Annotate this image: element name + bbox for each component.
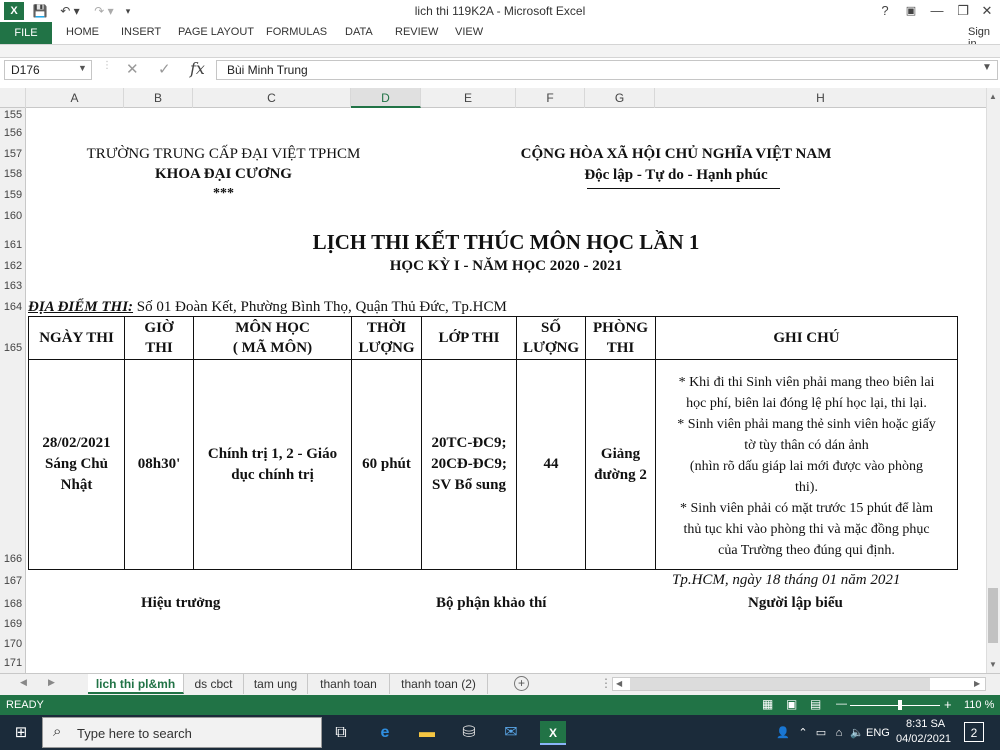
row-header[interactable]: 159 (3, 189, 23, 201)
column-header-a[interactable]: A (26, 88, 124, 108)
horizontal-scroll-thumb[interactable] (630, 678, 930, 690)
tab-file[interactable]: FILE (0, 22, 52, 44)
cell-date[interactable]: 28/02/2021 Sáng Chủ Nhật (29, 360, 125, 570)
tab-split-icon[interactable]: ⋮ (600, 676, 612, 690)
faculty-name: KHOA ĐẠI CƯƠNG (155, 166, 292, 182)
normal-view-icon[interactable]: ▦ (762, 697, 774, 711)
volume-icon[interactable]: 🔈 (850, 727, 864, 739)
page-layout-view-icon[interactable]: ▣ (786, 697, 798, 711)
row-header[interactable]: 155 (3, 109, 23, 121)
help-button[interactable]: ? (881, 3, 889, 18)
title-bar (0, 0, 1000, 22)
tab-insert[interactable]: INSERT (121, 26, 162, 38)
cell-class[interactable]: 20TC-ĐC9; 20CĐ-ĐC9; SV Bổ sung (422, 360, 517, 570)
excel-taskbar-icon[interactable]: X (540, 721, 566, 745)
cell-count[interactable]: 44 (517, 360, 586, 570)
edge-icon[interactable]: e (380, 724, 390, 741)
row-header[interactable]: 156 (3, 127, 23, 139)
sign-in-link[interactable]: Sign (968, 26, 991, 38)
row-header[interactable]: 157 (3, 148, 23, 160)
zoom-level[interactable]: 110 % (964, 699, 995, 711)
row-header[interactable]: 170 (3, 638, 23, 650)
column-headers (0, 88, 986, 108)
notification-count: 2 (970, 726, 978, 740)
scroll-down-icon[interactable]: ▼ (989, 660, 997, 669)
row-header[interactable]: 162 (3, 260, 23, 272)
signature-exam-office: Bộ phận khảo thí (436, 595, 547, 611)
sheet-tab-tam-ung[interactable]: tam ung (244, 674, 308, 694)
row-header[interactable]: 167 (3, 575, 23, 587)
motto-underline (587, 188, 780, 189)
cell-subject[interactable]: Chính trị 1, 2 - Giáo dục chính trị (194, 360, 352, 570)
search-icon: ⌕ (53, 723, 62, 740)
cell-time[interactable]: 08h30' (125, 360, 194, 570)
ribbon-tabs (0, 22, 1000, 44)
close-button[interactable]: ✕ (981, 3, 993, 18)
excel-logo-icon: X (4, 2, 24, 20)
name-box[interactable]: D176 (4, 60, 92, 80)
header-date: NGÀY THI (29, 317, 125, 360)
motto: Độc lập - Tự do - Hạnh phúc (584, 167, 768, 183)
worksheet[interactable] (26, 108, 986, 673)
expand-formula-icon[interactable]: ▼ (982, 62, 992, 73)
school-name: TRƯỜNG TRUNG CẤP ĐẠI VIỆT TPHCM (86, 146, 361, 162)
clock-date[interactable]: 04/02/2021 (896, 733, 952, 745)
ribbon-display-icon[interactable]: ▣ (905, 5, 917, 17)
header-room: PHÒNG THI (586, 317, 656, 360)
row-header[interactable]: 158 (3, 168, 23, 180)
tab-scroll-right-icon[interactable]: ▶ (48, 677, 55, 687)
cell-duration[interactable]: 60 phút (352, 360, 422, 570)
location-line (28, 299, 507, 316)
people-icon[interactable]: 👤 (776, 727, 790, 739)
minimize-button[interactable]: — (930, 3, 944, 18)
location-label: ĐỊA ĐIỂM THI: (28, 299, 134, 315)
add-sheet-icon[interactable]: + (514, 676, 529, 691)
file-explorer-icon[interactable]: ▬ (419, 724, 435, 741)
location-value: Số 01 Đoàn Kết, Phường Bình Thọ, Quận Thủ Đức, Tp.HCM (133, 299, 507, 315)
mail-icon[interactable]: ✉ (504, 724, 518, 741)
table-row (29, 360, 958, 570)
customize-toolbar-icon[interactable]: ▾ (125, 5, 131, 16)
row-header[interactable]: 160 (3, 210, 23, 222)
zoom-slider[interactable] (850, 705, 940, 706)
status-mode: READY (6, 699, 44, 711)
save-icon[interactable]: 💾 (32, 4, 48, 18)
row-header[interactable]: 168 (3, 598, 23, 610)
select-all-corner[interactable] (0, 88, 26, 108)
row-header[interactable]: 161 (3, 239, 23, 251)
sheet-tab-lich-thi[interactable]: lich thi pl&mh (88, 674, 184, 694)
tab-home[interactable]: HOME (66, 26, 99, 38)
row-header[interactable]: 171 (3, 657, 23, 669)
clock-time[interactable]: 8:31 SA (906, 718, 946, 730)
column-header-c[interactable]: C (193, 88, 351, 108)
republic-heading: CỘNG HÒA XÃ HỘI CHỦ NGHĨA VIỆT NAM (520, 146, 832, 162)
more-icon: ⋮ (102, 60, 112, 71)
header-duration: THỜI LƯỢNG (352, 317, 422, 360)
zoom-in-icon[interactable]: + (944, 697, 952, 712)
tab-data[interactable]: DATA (345, 26, 373, 38)
enter-icon[interactable]: ✓ (158, 61, 171, 78)
column-header-d[interactable]: D (351, 88, 421, 108)
row-header[interactable]: 163 (3, 280, 23, 292)
vertical-scrollbar[interactable] (986, 88, 1000, 673)
scroll-up-icon[interactable]: ▲ (989, 92, 997, 101)
restore-button[interactable]: ❐ (957, 3, 969, 18)
language-indicator[interactable]: ENG (866, 727, 890, 739)
tab-formulas[interactable]: FORMULAS (266, 26, 328, 38)
store-icon[interactable]: ⛁ (462, 724, 476, 741)
insert-function-icon[interactable]: fx (190, 59, 205, 78)
redo-icon[interactable]: ↷ ▾ (94, 4, 114, 18)
exam-schedule-table (28, 316, 958, 570)
windows-start-icon[interactable]: ⊞ (14, 724, 28, 741)
header-notes: GHI CHÚ (656, 317, 958, 360)
row-header[interactable]: 165 (3, 342, 23, 354)
tab-scroll-left-icon[interactable]: ◀ (20, 677, 27, 687)
header-subject: MÔN HỌC ( MÃ MÔN) (194, 317, 352, 360)
cell-notes[interactable]: * Khi đi thi Sinh viên phải mang theo biên lai học phí, biên lai đóng lệ phí học lại, thi lại. * Sinh viên phải mang thẻ sinh viên hoặc giấy tờ tùy thân có dán ảnh (nhìn rõ dấu giáp lai mới được vào phòng thi). * Sinh viên phải có mặt trước 15 phút để làm thủ tục khi vào phòng thi và mặc đồng phục của Trường theo đúng qui định. (656, 360, 958, 570)
header-class: LỚP THI (422, 317, 517, 360)
network-icon[interactable]: ⌂ (835, 727, 843, 739)
taskbar-search[interactable] (42, 717, 322, 748)
vertical-scroll-thumb[interactable] (988, 588, 998, 643)
ribbon-collapsed-area (0, 45, 1000, 58)
column-header-b[interactable]: B (124, 88, 193, 108)
row-header[interactable]: 166 (3, 553, 23, 565)
task-view-icon[interactable]: ⧉ (335, 724, 347, 741)
battery-icon[interactable]: ▭ (815, 727, 827, 739)
tab-view[interactable]: VIEW (455, 26, 484, 38)
zoom-slider-thumb[interactable] (898, 700, 902, 710)
sheet-tab-ds-cbct[interactable]: ds cbct (184, 674, 244, 694)
table-header-row (29, 317, 958, 360)
undo-icon[interactable]: ↶ ▾ (60, 4, 80, 18)
sheet-tab-thanh-toan-2[interactable]: thanh toan (2) (390, 674, 488, 694)
row-header[interactable]: 169 (3, 618, 23, 630)
cell-room[interactable]: Giảng đường 2 (586, 360, 656, 570)
column-header-e[interactable]: E (421, 88, 516, 108)
zoom-out-icon[interactable]: — (836, 698, 847, 710)
scroll-left-icon[interactable]: ◀ (616, 679, 623, 688)
column-header-f[interactable]: F (516, 88, 585, 108)
exam-title: LỊCH THI KẾT THÚC MÔN HỌC LẦN 1 (312, 230, 700, 254)
date-line: Tp.HCM, ngày 18 tháng 01 năm 2021 (672, 572, 901, 588)
column-header-g[interactable]: G (585, 88, 655, 108)
tray-overflow-icon[interactable]: ⌃ (798, 727, 808, 739)
column-header-h[interactable]: H (816, 91, 825, 105)
page-break-view-icon[interactable]: ▤ (810, 697, 822, 711)
notification-icon[interactable] (964, 722, 984, 742)
cancel-icon[interactable]: ✕ (126, 61, 139, 78)
tab-page-layout[interactable]: PAGE LAYOUT (178, 26, 255, 38)
search-placeholder: Type here to search (77, 726, 192, 741)
tab-review[interactable]: REVIEW (395, 26, 439, 38)
scroll-right-icon[interactable]: ▶ (974, 679, 981, 688)
header-time: GIỜ THI (125, 317, 194, 360)
signature-schedule-maker: Người lập biểu (748, 595, 843, 611)
stars-divider: *** (213, 186, 234, 201)
formula-input[interactable]: Bùi Minh Trung (216, 60, 998, 80)
header-count: SỐ LƯỢNG (517, 317, 586, 360)
row-headers (0, 108, 26, 673)
signature-principal: Hiệu trưởng (141, 595, 221, 611)
exam-subtitle: HỌC KỲ I - NĂM HỌC 2020 - 2021 (389, 258, 623, 274)
row-header[interactable]: 164 (3, 301, 23, 313)
chevron-down-icon[interactable]: ▼ (78, 63, 87, 73)
window-title: lich thi 119K2A - Microsoft Excel (414, 4, 586, 18)
sheet-tab-thanh-toan[interactable]: thanh toan (308, 674, 390, 694)
status-bar (0, 695, 1000, 715)
